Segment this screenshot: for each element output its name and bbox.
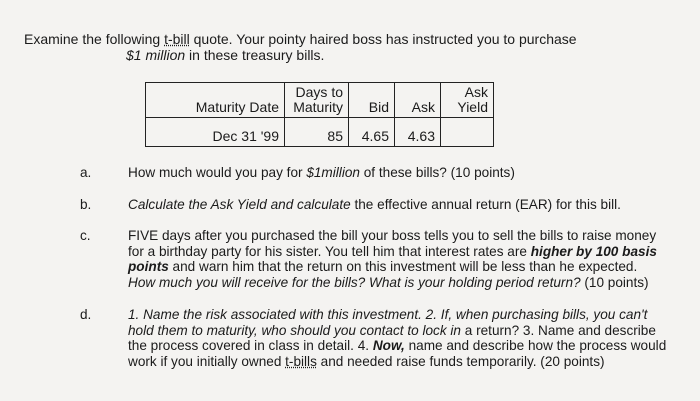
header-maturity-date: Maturity Date (146, 83, 285, 118)
question-b: b. Calculate the Ask Yield and calculate the effective annual return (EAR) for this bill. (80, 197, 621, 212)
intro-line-1: Examine the following t-bill quote. Your pointy haired boss has instructed you to purchase (24, 31, 577, 47)
header-ask-yield: Ask Yield (441, 83, 494, 118)
table-row (146, 118, 494, 147)
question-c-label: c. (80, 228, 91, 243)
header-bid: Bid (349, 83, 395, 118)
question-d-label: d. (80, 307, 92, 322)
question-b-label: b. (80, 197, 92, 212)
question-a-label: a. (80, 165, 92, 180)
question-a: a. How much would you pay for $1million of these bills? (10 points) (80, 165, 515, 180)
cell-maturity-date: Dec 31 '99 (146, 118, 285, 147)
cell-days-to-maturity: 85 (285, 118, 349, 147)
cell-ask-yield (441, 118, 494, 147)
cell-bid: 4.65 (349, 118, 395, 147)
cell-ask: 4.63 (395, 118, 441, 147)
header-ask: Ask (395, 83, 441, 118)
tbill-quote-table (145, 82, 494, 147)
question-c: c. FIVE days after you purchased the bill your boss tells you to sell the bills to raise money for a birthday party for his sister. You tell him that interest rates are higher by 100 basis points and warn him that the return on this investment will be less than he expected. How much you will receive for the bills? What is your holding period return? (10 points) (80, 228, 657, 290)
intro-line-2: $1 million in these treasury bills. (126, 47, 325, 63)
question-d: d. 1. Name the risk associated with this investment. 2. If, when purchasing bills, you can't hold them to maturity, who should you contact to lock in a return? 3. Name and describe the process covered in class in detail. 4. Now, name and describe how the process would work if you initially owned t-bills and needed raise funds temporarily. (20 points) (80, 307, 667, 369)
intro-text (24, 31, 624, 63)
table-header-row (146, 83, 494, 118)
header-days-to-maturity: Days to Maturity (285, 83, 349, 118)
tbill-word: t-bill (164, 31, 190, 47)
